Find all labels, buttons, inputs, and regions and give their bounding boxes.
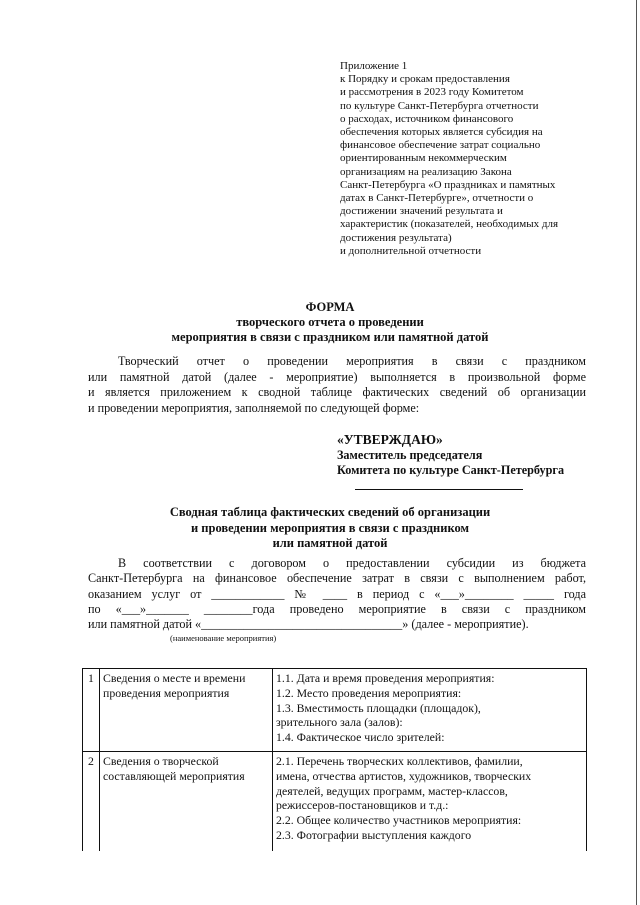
summary-title-line: Сводная таблица фактических сведений об организации (169, 505, 491, 519)
row-content-line: 1.2. Место проведения мероприятия: (276, 685, 462, 700)
summary-title-line: и проведении мероприятия в связи с праздником (190, 520, 470, 535)
appendix-line: Приложение 1 (340, 60, 408, 72)
appendix-line: и дополнительной отчетности (340, 244, 482, 257)
approval-block (337, 432, 597, 479)
row-label-line: Сведения о творческой (103, 753, 219, 768)
approval-line: Заместитель председателя (337, 447, 483, 462)
row-content-line: деятелей, ведущих программ, мастер-классов, (276, 783, 508, 798)
row-content-line: 1.1. Дата и время проведения мероприятия: (276, 671, 495, 685)
row-label (100, 751, 273, 850)
row-content (273, 751, 587, 850)
appendix-line: Санкт-Петербурга «О праздниках и памятных (340, 178, 556, 191)
agreement-line: или памятной датой «_________________________________» (далее - мероприятие). (88, 617, 529, 632)
row-content-line: 2.3. Фотографии выступления каждого (276, 827, 472, 842)
appendix-line: по культуре Санкт-Петербурга отчетности (340, 99, 539, 112)
intro-line: или памятной датой (далее - мероприятие) выполняется в произвольной форме (88, 369, 586, 384)
approval-heading: «УТВЕРЖДАЮ» (337, 432, 443, 447)
row-number: 1 (83, 669, 100, 752)
form-title-line: ФОРМА (305, 300, 355, 314)
signature-line (355, 489, 523, 490)
row-content-line: 1.4. Фактическое число зрителей: (276, 730, 445, 745)
intro-line: и проведении мероприятия, заполняемой по следующей форме: (88, 400, 420, 415)
appendix-line: к Порядку и срокам предоставления (340, 73, 510, 86)
row-content-line: 2.2. Общее количество участников мероприятия: (276, 813, 522, 828)
row-label-line: Сведения о месте и времени (103, 671, 246, 685)
page-edge-line (636, 0, 637, 905)
row-label-line: составляющей мероприятия (103, 768, 245, 783)
appendix-line: финансовое обеспечение затрат социально (340, 139, 541, 152)
agreement-line: по «___»_______ ________года проведено мероприятие в связи с праздником (88, 601, 586, 616)
agreement-line: В соответствии с договором о предоставлении субсидии из бюджета (118, 556, 586, 570)
row-content-line: 2.1. Перечень творческих коллективов, фамилии, (276, 753, 523, 768)
row-content-line: имена, отчества артистов, художников, творческих (276, 768, 532, 783)
event-name-caption: (наименование мероприятия) (170, 633, 277, 644)
row-number: 2 (83, 751, 100, 850)
form-title-line: творческого отчета о проведении (236, 315, 424, 329)
summary-title (80, 505, 580, 552)
intro-line: Творческий отчет о проведении мероприятия в связи с праздником (118, 354, 586, 368)
agreement-paragraph (88, 556, 586, 644)
appendix-line: обеспечения которых является субсидия на (340, 126, 543, 139)
summary-title-line: или памятной датой (272, 536, 388, 550)
appendix-line: достижении значений результата и (340, 205, 503, 218)
appendix-line: и рассмотрения в 2023 году Комитетом (340, 86, 524, 99)
approval-line: Комитета по культуре Санкт-Петербурга (337, 463, 565, 477)
appendix-line: достижения результата) (340, 231, 452, 244)
row-content-line: режиссеров-постановщиков и т.д.: (276, 798, 449, 813)
row-label-line: проведения мероприятия (103, 685, 230, 700)
intro-paragraph (88, 354, 586, 416)
intro-line: и является приложением к сводной таблице фактических сведений об организации (88, 385, 586, 399)
appendix-line: организациям на реализацию Закона (340, 165, 512, 178)
agreement-line: Санкт-Петербурга на финансовое обеспечение затрат в связи с выполнением работ, (88, 571, 586, 586)
appendix-line: характеристик (показателей, необходимых для (340, 218, 559, 231)
summary-table (82, 668, 587, 851)
table-row (83, 751, 587, 850)
form-title-line: мероприятия в связи с праздником или памятной датой (171, 330, 489, 344)
table-row (83, 669, 587, 752)
appendix-line: о расходах, источником финансового (340, 112, 514, 125)
appendix-block (340, 60, 600, 258)
appendix-line: датах в Санкт-Петербурге», отчетности о (340, 192, 534, 205)
row-content-line: 1.3. Вместимость площадки (площадок), (276, 700, 481, 715)
appendix-line: ориентированным некоммерческим (340, 152, 507, 165)
row-label (100, 669, 273, 752)
row-content-line: зрительного зала (залов): (276, 715, 403, 730)
row-content (273, 669, 587, 752)
form-title (80, 300, 580, 345)
agreement-line: оказанием услуг от ____________ № ____ в период с «___»________ _____ года (88, 586, 586, 601)
